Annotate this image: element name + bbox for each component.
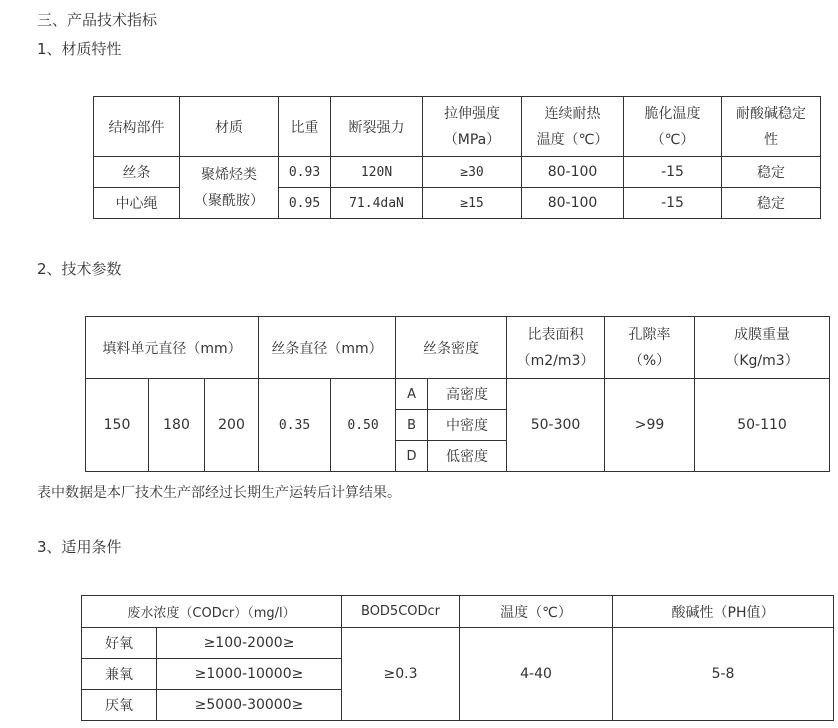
material-table [93,96,821,219]
material-heading: 1、材质特性 [37,40,122,58]
header-concentration: 废水浓度（CODcr）（mg/l） [82,596,342,628]
header-brittle-line2: （℃） [650,131,695,148]
cell-material [180,157,279,219]
header-wire-diameter: 丝条直径（mm） [259,317,396,379]
cell-tensile: ≥15 [423,188,522,219]
material-header-row [94,97,821,157]
conditions-header-row [82,596,834,628]
tech-heading: 2、技术参数 [37,260,122,278]
header-heat-line1: 连续耐热 [544,105,601,122]
table-row [94,157,821,188]
header-strength: 断裂强力 [331,97,423,157]
header-brittle-line1: 脆化温度 [644,105,701,122]
cell-heat: 80-100 [522,188,624,219]
header-unit-diameter: 填料单元直径（mm） [86,317,259,379]
cell-material-line2: （聚酰胺） [194,192,264,209]
header-density: 比重 [279,97,331,157]
cell-density-label: 中密度 [428,410,507,441]
header-stability-line2: 性 [764,131,778,148]
cell-porosity: >99 [605,379,695,472]
cell-brittle: -15 [624,157,722,188]
cell-stability: 稳定 [722,188,821,219]
cell-tensile: ≥30 [423,157,522,188]
cell-strength: 120N [331,157,423,188]
tech-table [85,316,830,472]
cell-film-weight: 50-110 [695,379,830,472]
header-wire-density: 丝条密度 [396,317,507,379]
cell-condition-range: ≥5000-30000≥ [157,690,342,721]
header-temperature: 温度（℃） [460,596,613,628]
cell-density-label: 高密度 [428,379,507,410]
tech-header-row [86,317,830,379]
table-row [82,628,834,659]
header-porosity [605,317,695,379]
cell-wire-diameter: 0.35 [259,379,331,472]
cell-strength: 71.4daN [331,188,423,219]
cell-heat: 80-100 [522,157,624,188]
header-part: 结构部件 [94,97,180,157]
cell-condition-range: ≥1000-10000≥ [157,659,342,690]
header-brittle [624,97,722,157]
cell-condition-type: 好氧 [82,628,157,659]
cell-condition-range: ≥100-2000≥ [157,628,342,659]
cell-unit-diameter: 150 [86,379,149,472]
header-ph: 酸碱性（PH值） [613,596,834,628]
cell-density-code: A [396,379,428,410]
cell-condition-type: 厌氧 [82,690,157,721]
header-tensile-line1: 拉伸强度 [444,105,500,122]
table-row [86,379,830,410]
header-film-weight [695,317,830,379]
cell-material-line1: 聚烯烃类 [201,166,257,183]
cell-ph-value: 5-8 [613,628,834,721]
cell-wire-diameter: 0.50 [331,379,396,472]
header-stability-line1: 耐酸碱稳定 [736,105,806,122]
header-surface-area-line2: （m2/m3） [516,352,595,369]
header-material: 材质 [180,97,279,157]
cell-brittle: -15 [624,188,722,219]
cell-density-code: B [396,410,428,441]
section-title: 三、产品技术指标 [37,11,158,29]
header-tensile [423,97,522,157]
data-note: 表中数据是本厂技术生产部经过长期生产运转后计算结果。 [37,485,401,501]
header-surface-area-line1: 比表面积 [527,326,584,343]
cell-condition-type: 兼氧 [82,659,157,690]
cell-density-code: D [396,441,428,472]
cell-density: 0.93 [279,157,331,188]
conditions-table [81,595,834,721]
cell-part: 中心绳 [94,188,180,219]
cell-surface-area: 50-300 [507,379,605,472]
header-heat-line2: 温度（℃） [536,131,609,148]
header-tensile-line2: （MPa） [443,131,501,148]
header-porosity-line2: （%） [628,352,671,369]
header-heat [522,97,624,157]
header-porosity-line1: 孔隙率 [628,326,671,343]
cell-unit-diameter: 180 [149,379,205,472]
header-bod: BOD5CODcr [342,596,460,628]
header-film-weight-line1: 成膜重量 [734,326,791,343]
cell-bod-value: ≥0.3 [342,628,460,721]
cell-stability: 稳定 [722,157,821,188]
cell-temperature-value: 4-40 [460,628,613,721]
header-surface-area [507,317,605,379]
cell-density: 0.95 [279,188,331,219]
cell-density-label: 低密度 [428,441,507,472]
cell-unit-diameter: 200 [205,379,259,472]
cell-part: 丝条 [94,157,180,188]
header-stability [722,97,821,157]
conditions-heading: 3、适用条件 [37,538,122,556]
header-film-weight-line2: （Kg/m3） [725,352,799,369]
